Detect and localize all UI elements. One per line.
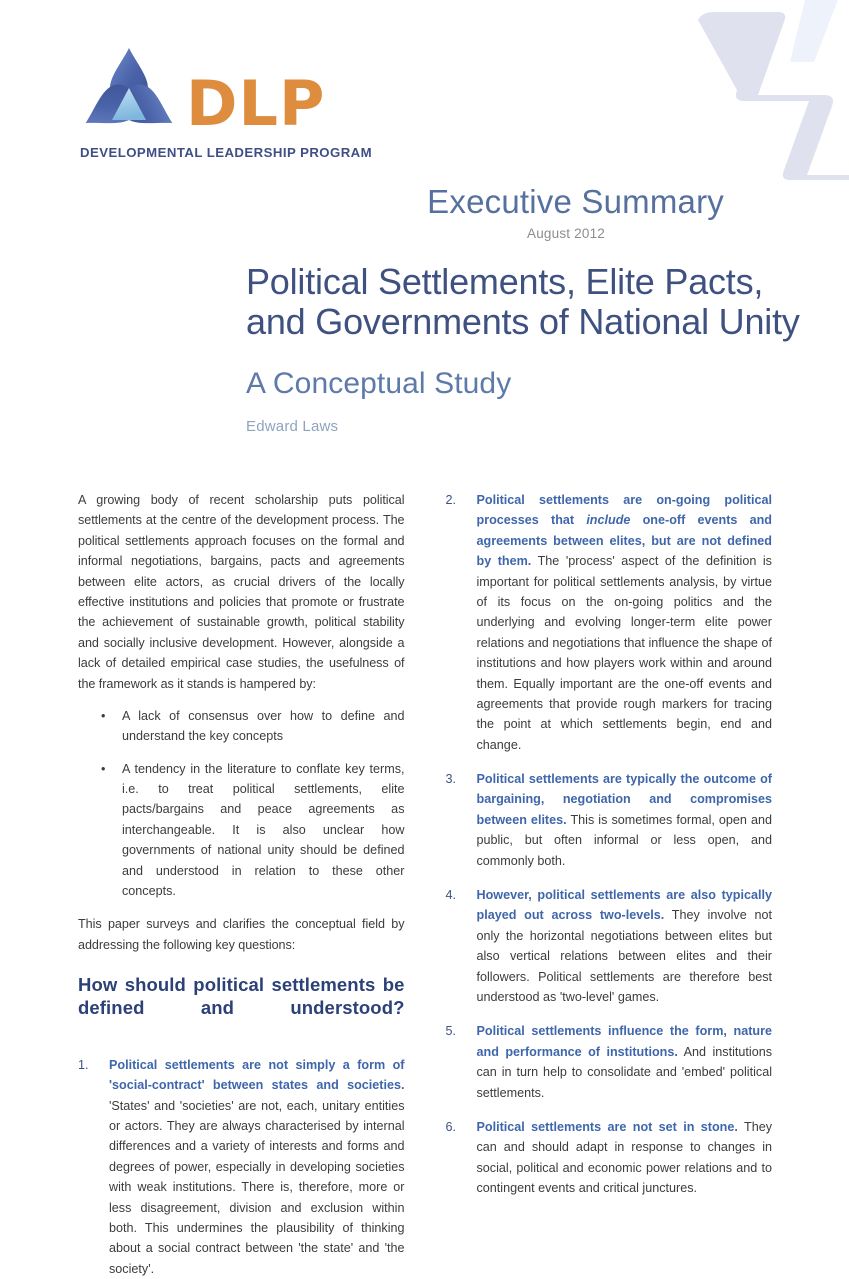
list-item-text: They involve not only the horizontal negotiations between elites but also vertical relations between elites and their followers. Political settlements are therefore best understood as 'two-level' games. bbox=[476, 908, 772, 1004]
logo-wordmark: DLP bbox=[186, 67, 326, 141]
numbered-list-left bbox=[78, 1055, 405, 1279]
page-subtitle: A Conceptual Study bbox=[246, 366, 512, 400]
list-item-lead: Political settlements are not set in stone. bbox=[476, 1119, 738, 1134]
list-item-number: 4. bbox=[445, 888, 457, 903]
quotation-mark-watermark bbox=[600, 0, 849, 180]
list-item-text: A tendency in the literature to conflate key terms, i.e. to treat political settlements, elite pacts/bargains and peace agreements as interchangeable. It is also unclear how governments of national unity should be defined and understood in relation to these other concepts. bbox=[122, 761, 405, 899]
dlp-logo bbox=[78, 46, 458, 160]
list-item-number: 5. bbox=[445, 1024, 457, 1039]
list-item bbox=[78, 759, 405, 902]
list-item bbox=[446, 1117, 773, 1199]
list-item bbox=[78, 1055, 405, 1279]
right-column bbox=[446, 490, 773, 1279]
bullet-marker-icon: • bbox=[101, 761, 106, 776]
publication-date: August 2012 bbox=[526, 225, 605, 241]
list-item-number: 6. bbox=[445, 1119, 457, 1134]
list-item-number: 3. bbox=[445, 772, 457, 787]
dlp-triskelion-mark bbox=[78, 46, 180, 138]
list-item-text: The 'process' aspect of the definition is important for political settlements analysis, by virtue of its focus on the on-going politics and the underlying and evolving longer-term elite power relations and negotiations that influence the shape of institutions and how players work within and around them. Equally important are the one-off events and agreements that provide rough markers for tracing the point at which settlements begin, end and change. bbox=[476, 554, 772, 752]
list-item-text: 'States' and 'societies' are not, each, unitary entities or actors. They are always characterised by internal differences and a variety of interests and forms and degrees of power, especially in developing societies with weak institutions. There is, therefore, more or less disagreement, division and exclusion within both. This undermines the plausibility of thinking about a social contract between 'the state' and 'the society'. bbox=[109, 1098, 405, 1276]
bullet-list bbox=[78, 706, 405, 902]
list-item-lead: Political settlements are not simply a form of 'social-contract' between states and societies. bbox=[109, 1057, 405, 1093]
numbered-list-right bbox=[446, 490, 773, 1199]
body-columns bbox=[78, 490, 772, 1279]
list-item-number: 2. bbox=[445, 493, 457, 507]
lead-part-1: Political settlements are on-going political processes that bbox=[476, 493, 772, 528]
list-item-lead: However, political settlements are also typically played out across two-levels. bbox=[476, 888, 772, 923]
series-label: Executive Summary bbox=[427, 183, 724, 220]
list-item-text: This is sometimes formal, open and public, but often informal or less open, and commonly both. bbox=[476, 812, 772, 868]
list-item-text: And institutions can in turn help to consolidate and 'embed' political settlements. bbox=[476, 1044, 772, 1100]
intro-paragraph: A growing body of recent scholarship puts political settlements at the centre of the development process. The political settlements approach focuses on the formal and informal negotiations, bargains, pacts and agreements between elite actors, as crucial drivers of the locally effective institutions and policies that promote or frustrate the achievement of sustainable growth, political stability and socially inclusive development. However, alongside a lack of detailed empirical case studies, the usefulness of the framework as it stands is hampered by: bbox=[78, 493, 405, 691]
list-item-text: They can and should adapt in response to changes in social, political and economic power relations and to contingent events and critical junctures. bbox=[476, 1119, 772, 1196]
list-item bbox=[446, 769, 773, 871]
left-column bbox=[78, 490, 405, 1279]
bullet-marker-icon: • bbox=[101, 708, 106, 723]
list-item-lead: Political settlements influence the form, nature and performance of institutions. bbox=[476, 1024, 772, 1059]
lead-part-2: one-off events and agreements between elites, but are not defined by them. bbox=[476, 513, 772, 569]
section-heading: How should political settlements be defined and understood? bbox=[78, 974, 405, 1018]
list-item-text: A lack of consensus over how to define and understand the key concepts bbox=[122, 708, 405, 744]
logo-row bbox=[78, 46, 458, 141]
list-item-lead: Political settlements are typically the outcome of bargaining, negotiation and compromises between elites. bbox=[476, 772, 772, 827]
list-item-number: 1. bbox=[78, 1057, 89, 1072]
list-item bbox=[78, 706, 405, 747]
bridge-paragraph: This paper surveys and clarifies the conceptual field by addressing the following key questions: bbox=[78, 917, 405, 952]
title-block bbox=[246, 183, 806, 435]
lead-emphasis: include bbox=[586, 513, 631, 528]
list-item bbox=[446, 490, 773, 755]
author-name: Edward Laws bbox=[246, 417, 339, 435]
logo-tagline: DEVELOPMENTAL LEADERSHIP PROGRAM bbox=[80, 145, 373, 160]
page-title: Political Settlements, Elite Pacts, and Governments of National Unity bbox=[246, 260, 800, 343]
list-item bbox=[446, 885, 773, 1007]
list-item bbox=[446, 1021, 773, 1103]
